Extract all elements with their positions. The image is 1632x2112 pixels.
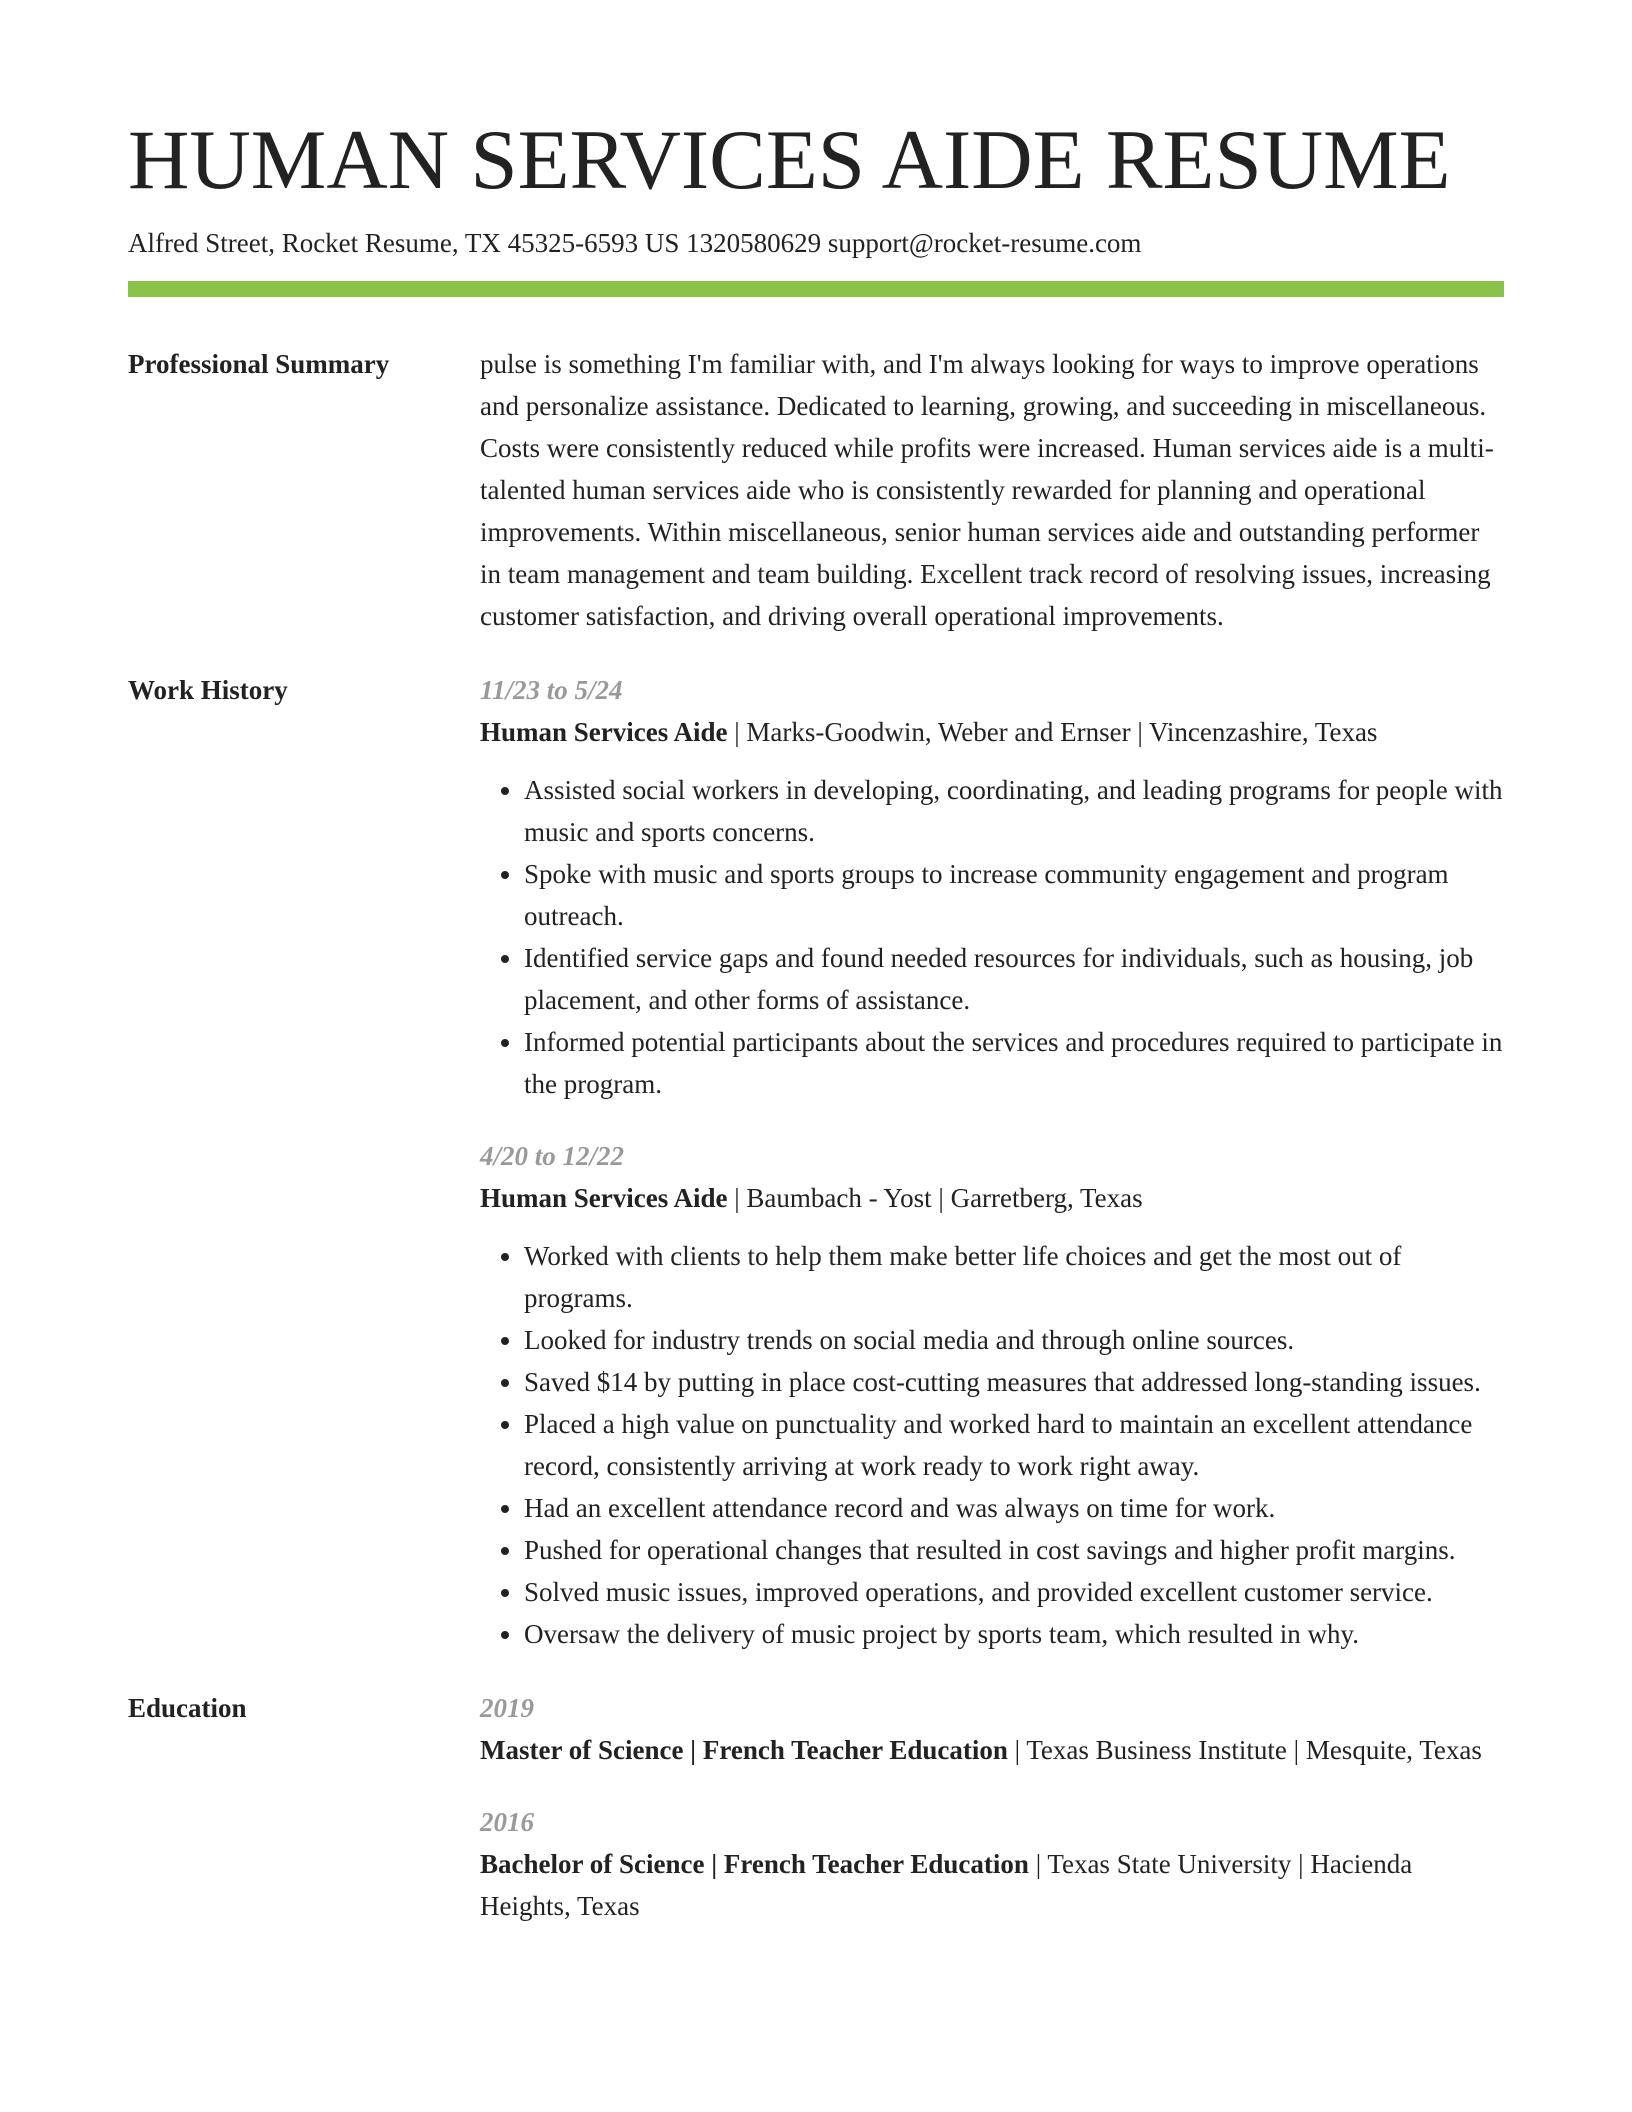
job-bullet-list (480, 1235, 1504, 1655)
education-degree: Master of Science | French Teacher Education (480, 1735, 1008, 1766)
job-dates: 11/23 to 5/24 (480, 675, 623, 706)
education-year: 2016 (480, 1807, 534, 1838)
job-details: | Marks-Goodwin, Weber and Ernser | Vincenzashire, Texas (727, 717, 1378, 748)
list-item: • Spoke with music and sports groups to increase community engagement and program outreach. (524, 853, 1504, 937)
work-history-entries (480, 669, 1504, 1655)
job-bullet-list (480, 769, 1504, 1105)
education-entry (480, 1687, 1504, 1771)
accent-divider (128, 281, 1504, 297)
education-section (128, 1687, 1504, 1927)
job-entry (480, 1135, 1504, 1655)
education-details: | Texas Business Institute | Mesquite, Texas (1007, 1735, 1482, 1766)
list-item: • Oversaw the delivery of music project by sports team, which resulted in why. (524, 1613, 1504, 1655)
education-details: | Texas State University | Hacienda Heights, Texas (480, 1849, 1413, 1922)
section-label-education: Education (128, 1693, 247, 1724)
education-entry (480, 1801, 1504, 1927)
education-entries (480, 1687, 1504, 1927)
job-entry (480, 669, 1504, 1105)
job-dates: 4/20 to 12/22 (480, 1141, 625, 1172)
list-item: • Solved music issues, improved operations, and provided excellent customer service. (524, 1571, 1504, 1613)
list-item: • Saved $14 by putting in place cost-cutting measures that addressed long-standing issues. (524, 1361, 1504, 1403)
list-item: • Looked for industry trends on social media and through online sources. (524, 1319, 1504, 1361)
job-title: Human Services Aide (480, 717, 728, 748)
education-year: 2019 (480, 1693, 534, 1724)
list-item: • Worked with clients to help them make better life choices and get the most out of programs. (524, 1235, 1504, 1319)
list-item: • Identified service gaps and found needed resources for individuals, such as housing, job placement, and other forms of assistance. (524, 937, 1504, 1021)
summary-section (128, 343, 1504, 637)
list-item: • Informed potential participants about the services and procedures required to participate in the program. (524, 1021, 1504, 1105)
education-degree-line (480, 1729, 1504, 1771)
resume-title: HUMAN SERVICES AIDE RESUME (128, 113, 1451, 207)
education-degree: Bachelor of Science | French Teacher Education (480, 1849, 1029, 1880)
summary-text: pulse is something I'm familiar with, and I'm always looking for ways to improve operations and personalize assistance. Dedicated to learning, growing, and succeeding in miscellaneous. Costs were consistently reduced while profits were increased. Human services aide is a multi-talented human services aide who is consistently rewarded for planning and operational improvements. Within miscellaneous, senior human services aide and outstanding performer in team management and team building. Excellent track record of resolving issues, increasing customer satisfaction, and driving overall operational improvements. (480, 349, 1494, 632)
contact-line: Alfred Street, Rocket Resume, TX 45325-6593 US 1320580629 support@rocket-resume.com (128, 228, 1142, 258)
list-item: • Had an excellent attendance record and was always on time for work. (524, 1487, 1504, 1529)
section-label-summary: Professional Summary (128, 349, 390, 380)
job-title: Human Services Aide (480, 1183, 728, 1214)
job-role-line (480, 1177, 1504, 1219)
education-degree-line (480, 1843, 1504, 1927)
job-role-line (480, 711, 1504, 753)
list-item: • Placed a high value on punctuality and worked hard to maintain an excellent attendance record, consistently arriving at work ready to work right away. (524, 1403, 1504, 1487)
work-history-section (128, 669, 1504, 1655)
list-item: • Pushed for operational changes that resulted in cost savings and higher profit margins. (524, 1529, 1504, 1571)
section-label-work-history: Work History (128, 675, 288, 706)
list-item: • Assisted social workers in developing, coordinating, and leading programs for people with music and sports concerns. (524, 769, 1504, 853)
job-details: | Baumbach - Yost | Garretberg, Texas (727, 1183, 1143, 1214)
